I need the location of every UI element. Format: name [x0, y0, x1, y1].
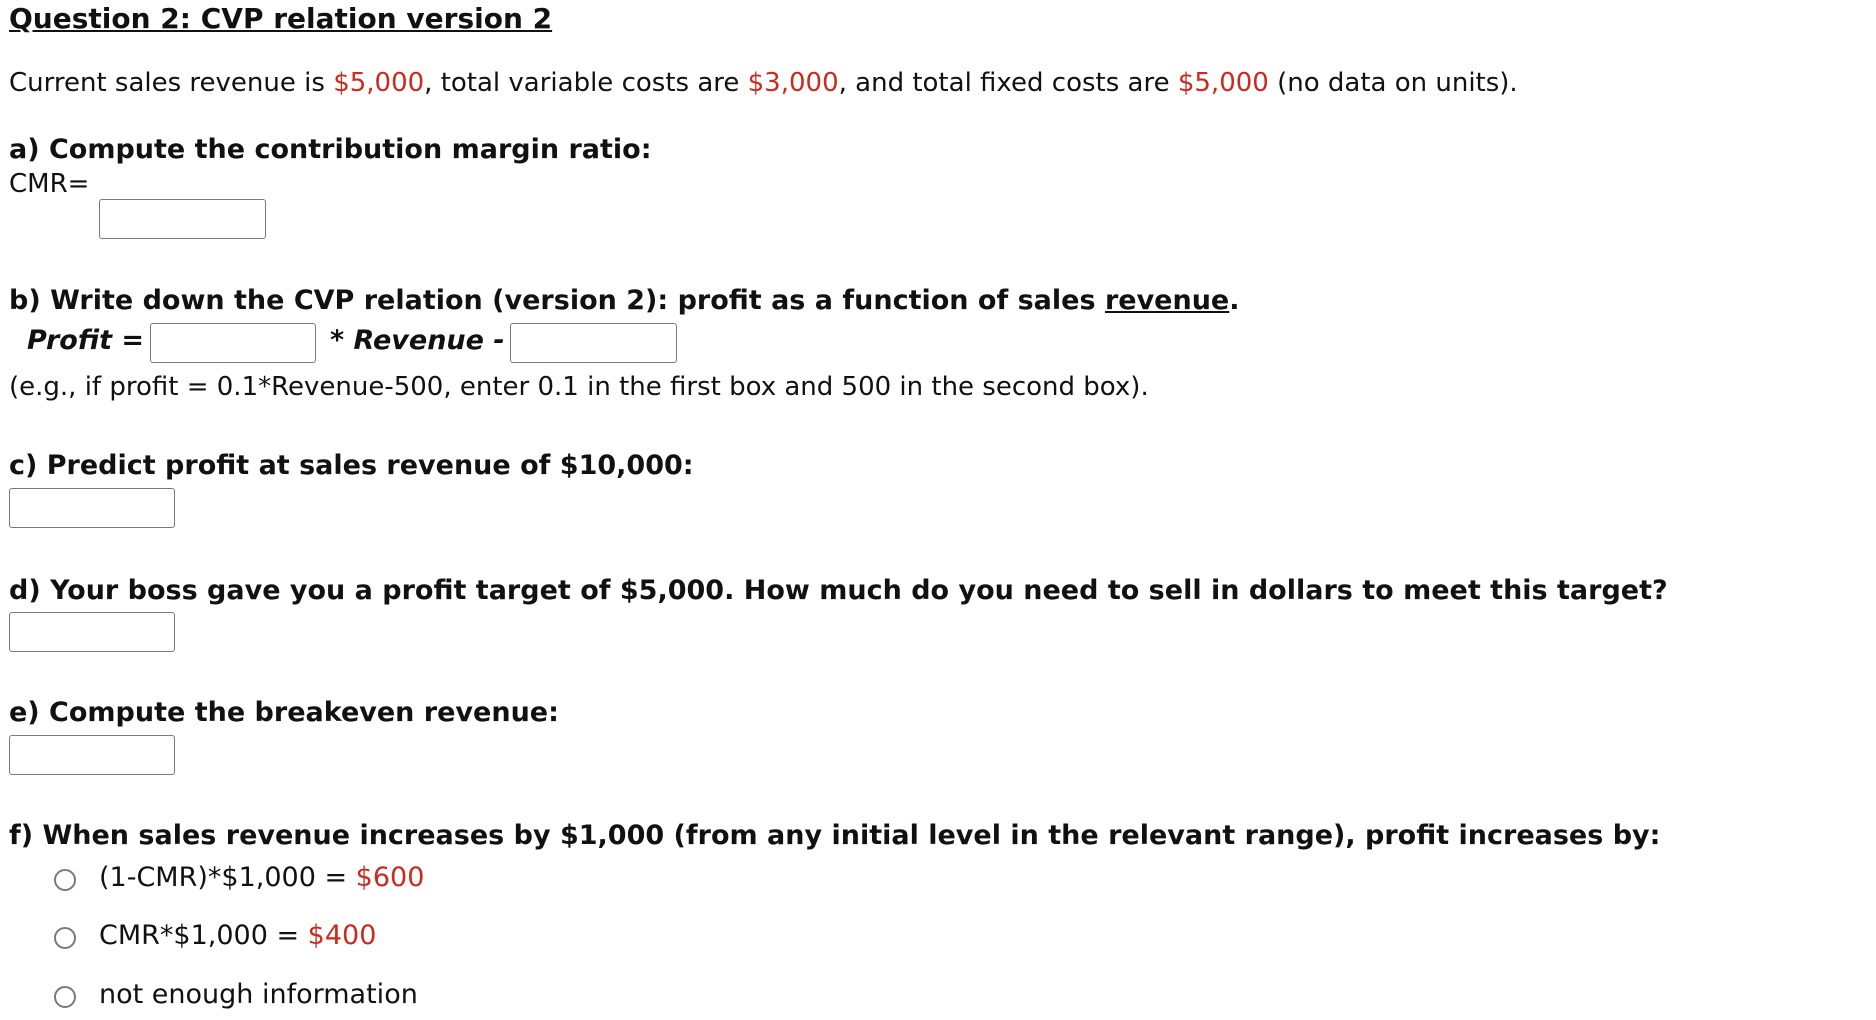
example-note: (e.g., if profit = 0.1*Revenue-500, enter 0.1 in the first box and 500 in the second box).	[9, 372, 1149, 402]
intro-text-3: , and total fixed costs are	[838, 68, 1178, 98]
intercept-input[interactable]	[510, 323, 677, 363]
intro-text-4: (no data on units).	[1268, 68, 1518, 98]
intro-text-2: , total variable costs are	[424, 68, 748, 98]
cmr-input[interactable]	[99, 199, 266, 239]
profit-label: Profit =	[27, 325, 145, 356]
profit-prediction-input[interactable]	[9, 488, 175, 528]
option-radio-1[interactable]	[54, 869, 76, 891]
option-label-3[interactable]	[99, 979, 418, 1010]
option-label-1[interactable]	[99, 862, 424, 893]
question-b-prompt	[9, 285, 1240, 316]
option-text-2: CMR*$1,000 =	[99, 920, 308, 951]
variable-cost-value: $3,000	[747, 68, 839, 98]
cmr-label: CMR=	[9, 169, 90, 199]
option-text-3: not enough information	[99, 979, 418, 1010]
option-radio-3[interactable]	[54, 986, 76, 1008]
sales-value: $5,000	[333, 68, 425, 98]
option-text-1: (1-CMR)*$1,000 =	[99, 862, 356, 893]
question-b-period: .	[1229, 285, 1240, 316]
revenue-label: * Revenue -	[330, 325, 505, 356]
question-e-prompt: e) Compute the breakeven revenue:	[9, 697, 559, 728]
page-title: Question 2: CVP relation version 2	[9, 2, 553, 35]
slope-input[interactable]	[150, 323, 316, 363]
question-d-prompt: d) Your boss gave you a profit target of $5,000. How much do you need to sell in dollars to meet this target?	[9, 575, 1668, 606]
intro-text-1: Current sales revenue is	[9, 68, 334, 98]
problem-statement	[9, 68, 1518, 98]
breakeven-input[interactable]	[9, 735, 175, 775]
option-amount-1: $600	[355, 862, 425, 893]
option-label-2[interactable]	[99, 920, 376, 951]
question-a-prompt: a) Compute the contribution margin ratio:	[9, 134, 652, 165]
question-c-prompt: c) Predict profit at sales revenue of $10,000:	[9, 450, 694, 481]
option-amount-2: $400	[307, 920, 377, 951]
question-b-text: b) Write down the CVP relation (version 2): profit as a function of sales	[9, 285, 1105, 316]
question-b-underlined: revenue	[1104, 285, 1230, 316]
option-radio-2[interactable]	[54, 927, 76, 949]
fixed-cost-value: $5,000	[1177, 68, 1269, 98]
question-f-prompt: f) When sales revenue increases by $1,000 (from any initial level in the relevant range), profit increases by:	[9, 820, 1661, 851]
target-sales-input[interactable]	[9, 612, 175, 652]
